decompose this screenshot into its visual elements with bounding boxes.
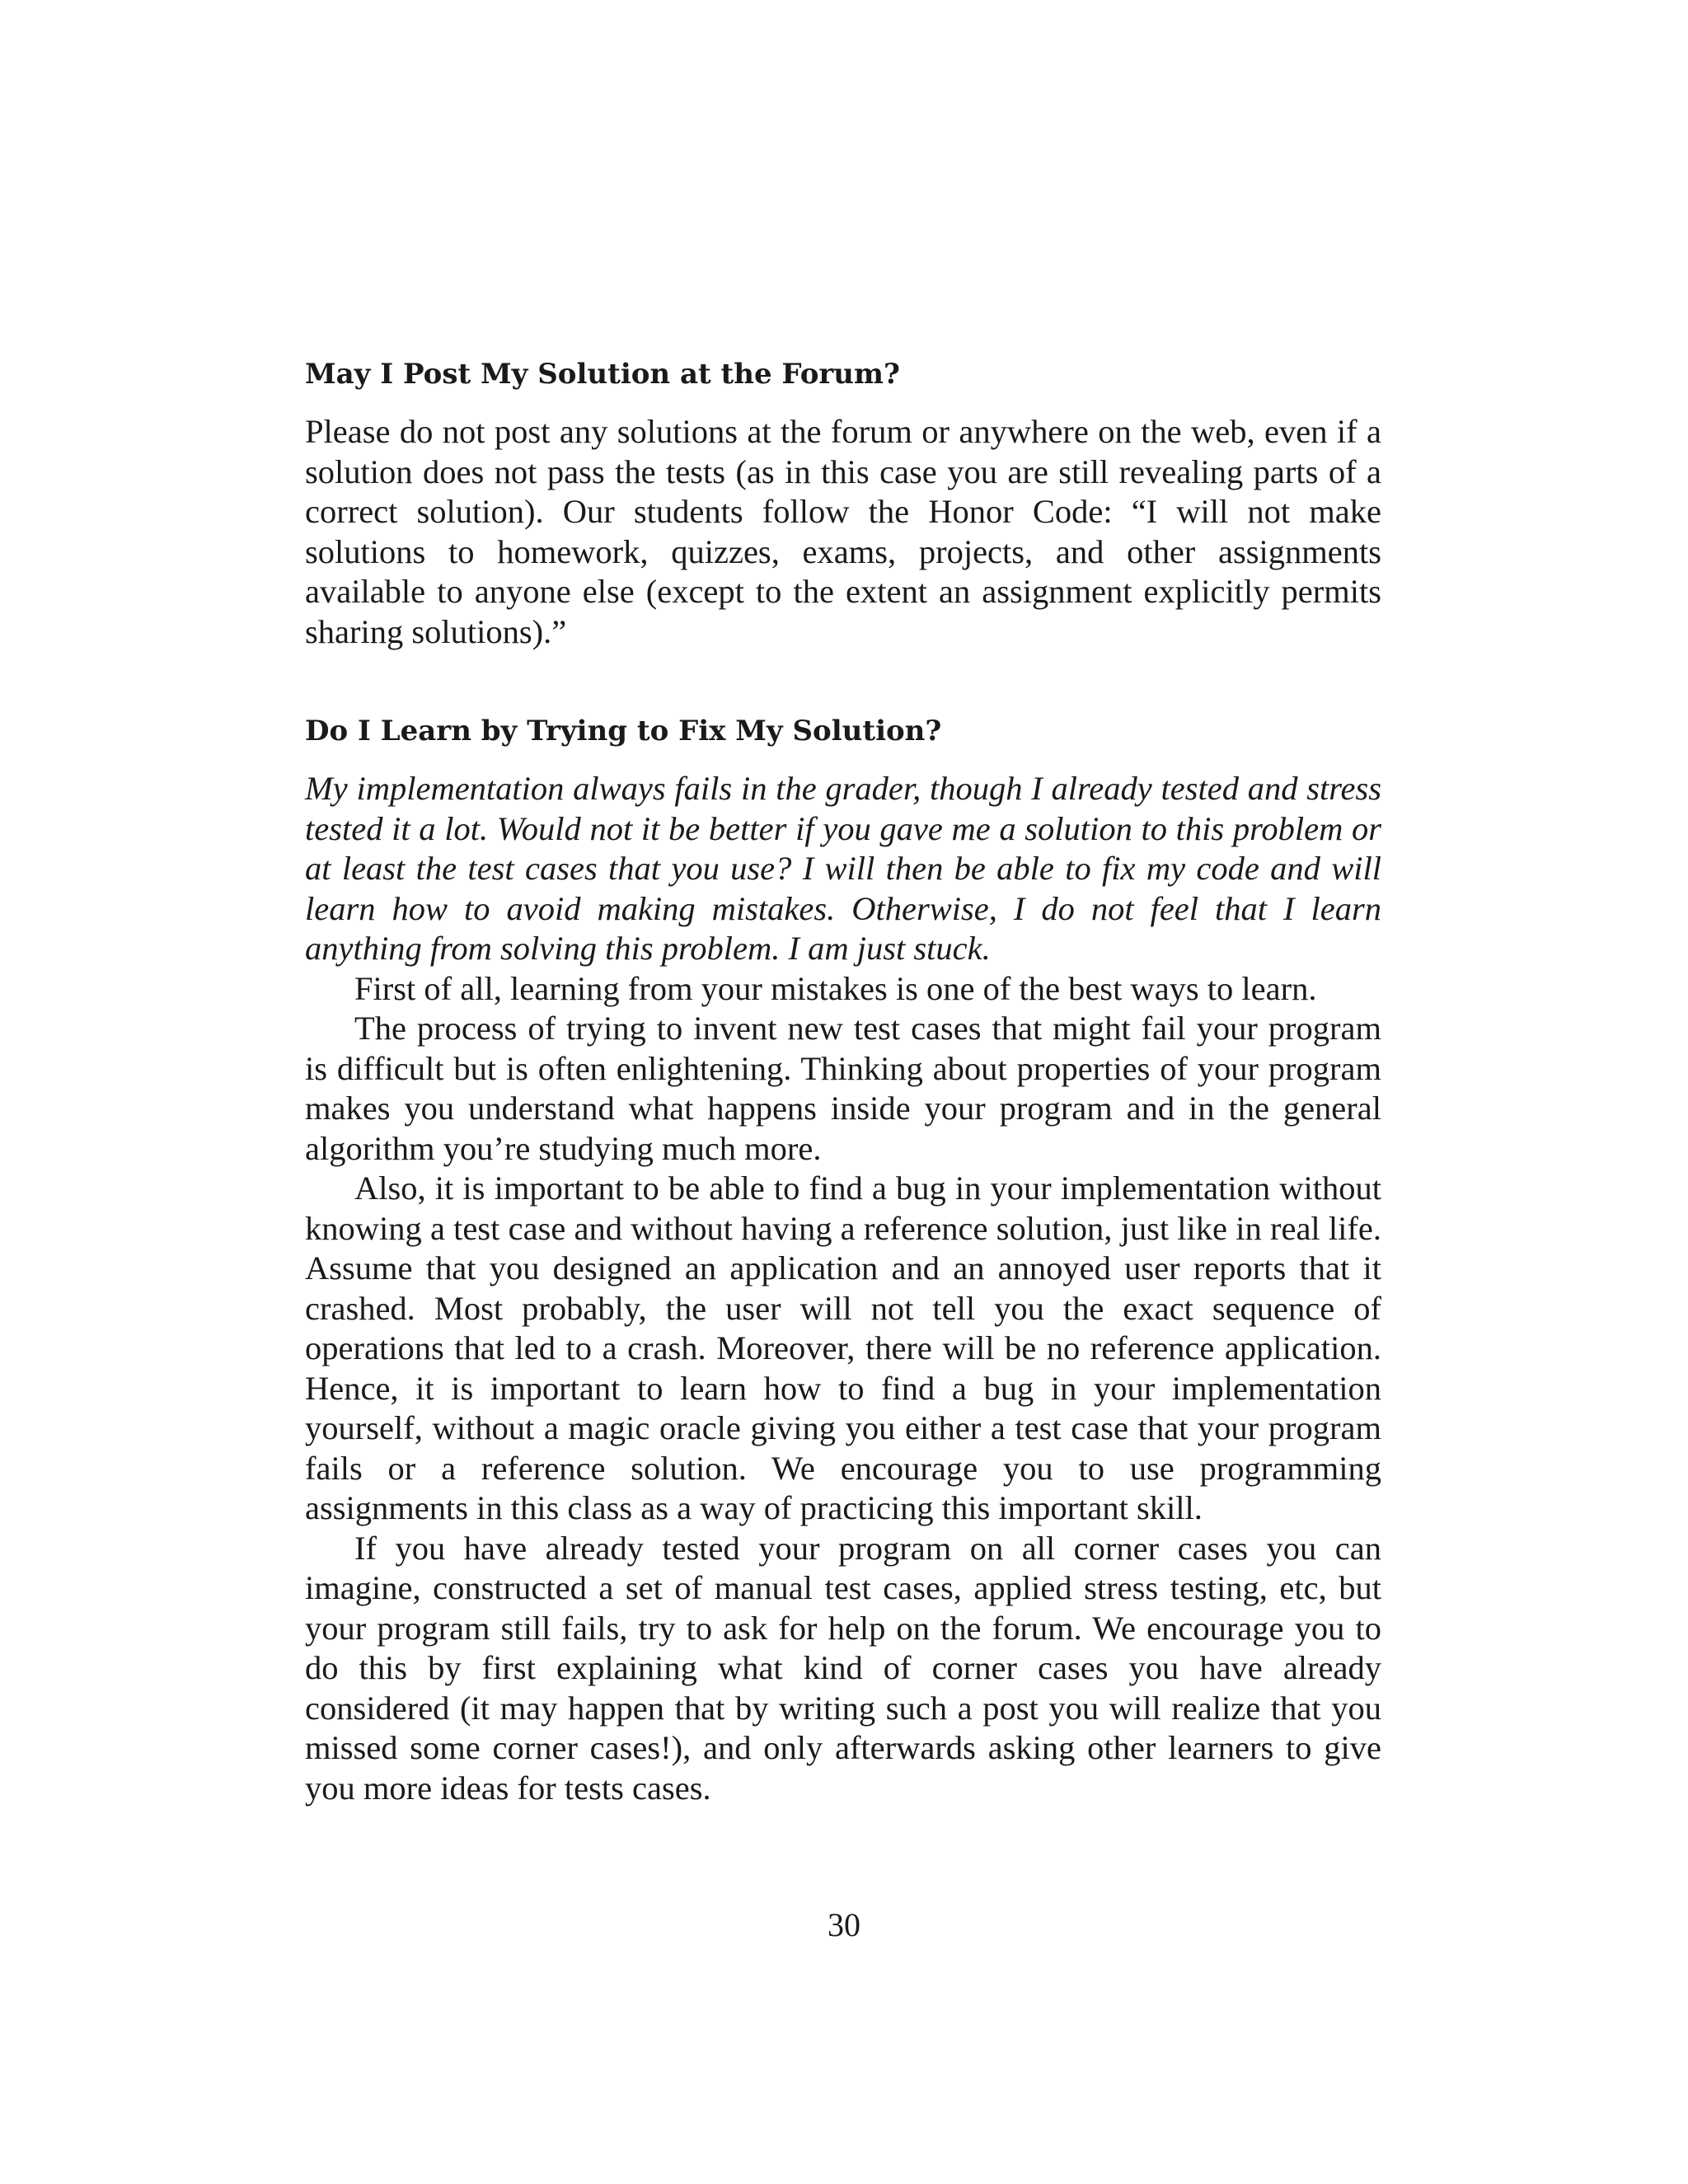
section-heading-post-solution: May I Post My Solution at the Forum? (305, 358, 900, 391)
page-number: 30 (828, 1906, 860, 1943)
paragraph-honor-code: Please do not post any solutions at the forum or anywhere on the web, even if a solution does not pass the tests (as in this case you are still revealing parts of a correct solution). Our students follow the Honor Code: “I will not make solutions to homework, quizzes, exams, projects, and other assignments available to anyone else (except to the extent an assignment explicitly permits sharing solutions).” (305, 413, 1381, 650)
paragraph-finding-bugs: Also, it is important to be able to find a bug in your implementation without knowing a test case and without having a reference solution, just like in real life. Assume that you designed an application and an annoyed user reports that it crashed. Most probably, the user will not tell you the exact sequence of operations that led to a crash. Moreover, there will be no reference application. Hence, it is important to learn how to find a bug in your implementation yourself, without a magic oracle giving you either a test case that your program fails or a reference solution. We encourage you to use programming assignments in this class as a way of practicing this important skill. (305, 1169, 1381, 1526)
section-heading-fix-solution: Do I Learn by Trying to Fix My Solution? (305, 715, 942, 748)
paragraph-ask-forum: If you have already tested your program on all corner cases you can imagine, constructed a set of manual test cases, applied stress testing, etc, but your program still fails, try to ask for help on the forum. We encourage you to do this by first explaining what kind of corner cases you have already considered (it may happen that by writing such a post you will realize that you missed some corner cases!), and only afterwards asking other learners to give you more ideas for tests cases. (305, 1529, 1381, 1807)
section-spacer (305, 652, 1381, 711)
paragraph-learning-from-mistakes: First of all, learning from your mistakes is one of the best ways to learn. (354, 969, 1317, 1007)
learner-question: My implementation always fails in the grader, though I already tested and stress tested it a lot. Would not it be better if you gave me a solution to this problem or at least the test cases that you use? I will then be able to fix my code and will learn how to avoid making mistakes. Otherwise, I do not feel that I learn anything from solving this problem. I am just stuck. (305, 770, 1381, 967)
page-body (305, 354, 1381, 1808)
paragraph-inventing-test-cases: The process of trying to invent new test cases that might fail your program is difficult but is often enlightening. Thinking about properties of your program makes you understand what happens inside your program and in the general algorithm you’re studying much more. (305, 1010, 1381, 1167)
